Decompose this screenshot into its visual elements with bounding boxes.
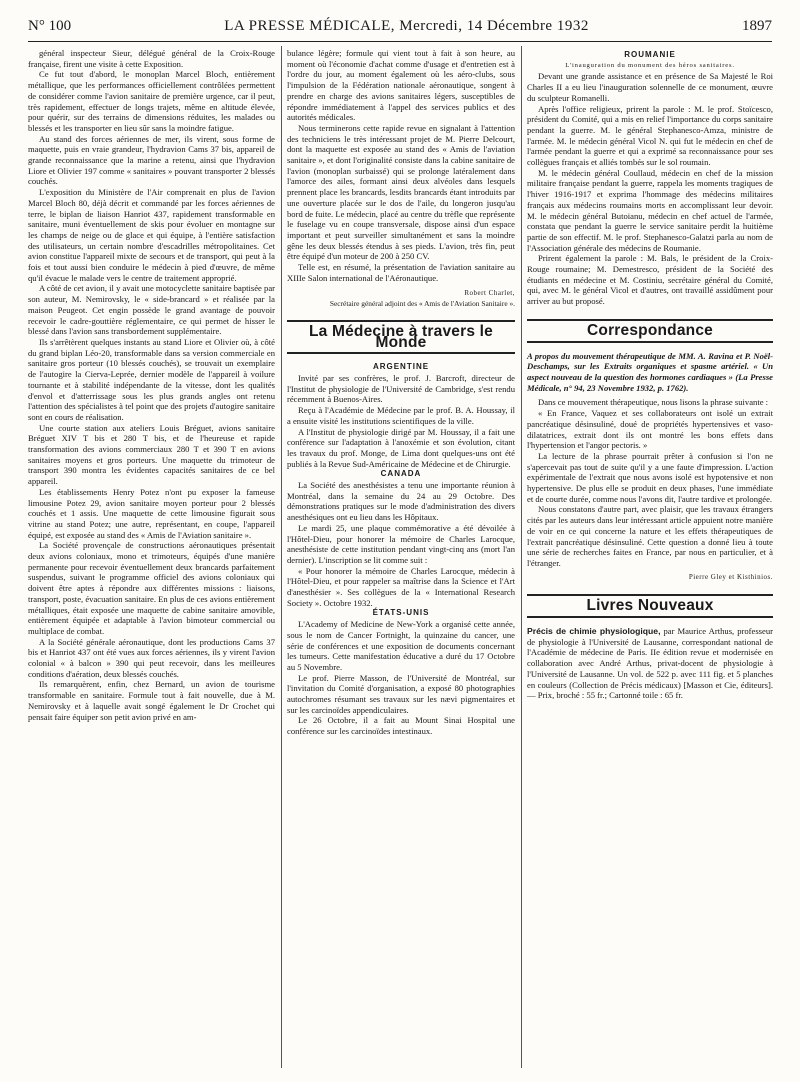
publication-title: LA PRESSE MÉDICALE, Mercredi, 14 Décembre 1932 <box>224 18 589 34</box>
column-2 <box>287 48 515 737</box>
country-heading: ÉTATS-UNIS <box>372 608 430 618</box>
column-1 <box>28 48 275 722</box>
section-heading-correspondance: Correspondance <box>527 319 773 343</box>
page-number: 1897 <box>741 18 772 34</box>
column-divider <box>521 46 522 1068</box>
column-divider <box>281 46 282 1068</box>
page-header <box>28 18 772 40</box>
book-description: par Maurice Arthus, professeur de physiologie à l'Université de Lausanne, correspondant national de l'Académie de médecine de Paris. IIe édition revue et modernisée en collaboration avec André Arthus, privat-docent de physiologie à l'Université de Lausanne. Un vol. de 522 p. avec 111 fig. et 5 planches en couleurs (Collection de Précis médicaux) [Masson et Cie, éditeurs]. — Prix, broché : 55 fr.; Cartonné toile : 65 fr. <box>527 626 773 701</box>
country-heading: CANADA <box>380 469 422 479</box>
paragraph: Au stand des forces aériennes de mer, ils virent, sous forme de maquette, puis en vraie grandeur, l'hydravion Cams 37 bis, appareil de grande reconnaissance que la marine a retenu, ainsi que l'hydravion Liore et Olivier 197 comme « sanitaires » pouvant transporter 2 blessés couchés. <box>28 133 275 187</box>
paragraph: bulance légère; formule qui vient tout à fait à son heure, au moment où l'économie d'achat comme d'usage et d'entretien est à l'ordre du jour, au moment également où les aéro-clubs, sous l'impulsion de la Fédération nationale aéronautique, songent à prendre en charge des avions sanitaires légers, susceptibles de répondre immédiatement à l'appel des services publics et des autorités médicales. <box>287 48 515 123</box>
paragraph: Devant une grande assistance et en présence de Sa Majesté le Roi Charles II a eu lieu l'inauguration solennelle de ce monument, œuvre du sculpteur Romanelli. <box>527 71 773 103</box>
paragraph: La lecture de la phrase pourrait prêter à confusion si l'on ne s'apercevait pas tout de suite qu'il y a une faute d'impression. L'action expérimentale de l'extrait que nous avons isolé est hypotensive et non hypertensive. De plus elle se produit en deux phases, l'une immédiate et de courte durée, comme nous l'avons dit, l'autre tardive et prolongée. <box>527 450 773 504</box>
letter-intro: A propos du mouvement thérapeutique de MM. A. Ravina et P. Noël-Deschamps, sur les Extraits organiques et spasme artériel. « Un aspect nouveau de la question des hormones cardiaques » (La Presse Médicale, n° 94, 23 Novembre 1932, p. 1762). <box>527 350 773 393</box>
country-heading: ARGENTINE <box>372 362 430 372</box>
paragraph: Prirent également la parole : M. Bals, le président de la Croix-Rouge roumaine; M. Demestresco, président de la Société des étudiants en médecine et M. Costiniu, secrétaire général du Comité, qui, avec M. le général Vicol et d'autres, ont travaillé assidûment pour arriver au but proposé. <box>527 253 773 307</box>
country-heading: ROUMANIE <box>624 50 676 59</box>
book-entry <box>527 626 773 701</box>
section-heading-world: La Médecine à travers le Monde <box>287 320 515 354</box>
paragraph: L'Academy of Medicine de New-York a organisé cette année, sous le nom de Cancer Fortnight, la quinzaine du cancer, une série de conférences et une exposition de documents concernant les tumeurs. Cette manifestation éducative a duré du 17 Octobre au 5 Novembre. <box>287 619 515 672</box>
paragraph: Reçu à l'Académie de Médecine par le prof. B. A. Houssay, il a ensuite visité les institutions scientifiques de la ville. <box>287 405 515 426</box>
paragraph: Ils s'arrêtèrent quelques instants au stand Liore et Olivier où, à côté du grand biplan Léo-20, transformable dans sa version commerciale en sanitaire gros porteur (10 blessés couchés), se trouvait un exemplaire de l'autogire la Cierva-Leprée, dernier modèle de l'appareil à voilure tournante et à stabilité indépendante de la vitesse, dont les qualités d'envol et d'atterrissage sous les plus grands angles ont retenu l'attention des spécialistes à tel point que des projets d'autogire sanitaire sont en cours de réalisation. <box>28 336 275 422</box>
paragraph: M. le médecin général Coullaud, médecin en chef de la mission militaire française pendant la guerre, rappela les moments tragiques de l'hiver 1916-1917 et exprima l'hommage des médecins militaires français aux médecins roumains morts en accomplissant leur devoir. M. le médecin général Butoianu, médecin en chef actuel de l'armée, constata que pendant la guerre le service sanitaire perdit la huitième partie de son effectif. M. le prof. Stephanesco-Galatzi parla au nom de l'Association générale des médecins de Roumanie. <box>527 167 773 253</box>
paragraph: Le 26 Octobre, il a fait au Mount Sinai Hospital une conférence sur les carcinoïdes intestinaux. <box>287 715 515 737</box>
paragraph: « En France, Vaquez et ses collaborateurs ont isolé un extrait pancréatique désinsuliné, doué de propriétés hypertensives et vaso-dilatatrices, extrait dont ils ont montré les bons effets dans l'hypertension et l'angor pectoris. » <box>527 408 773 451</box>
paragraph: A la Société générale aéronautique, dont les productions Cams 37 bis et Hanriot 437 ont été vues aux forces aériennes, ils y virent l'avion colonial « à balcon » 390 qui peut recevoir, dans les meilleures conditions d'aération, deux blessés couchés. <box>28 636 275 679</box>
paragraph: général inspecteur Sieur, délégué général de la Croix-Rouge française, firent une visite à cette Exposition. <box>28 48 275 69</box>
column-3 <box>527 48 773 701</box>
author-title: Secrétaire général adjoint des « Amis de l'Aviation Sanitaire ». <box>329 299 515 309</box>
paragraph: La Société provençale de constructions aéronautiques présentait deux avions coloniaux, mono et trimoteurs, équipés d'une manière permanente pour recevoir éventuellement deux brancards parfaitement suspendus, suivant le programme officiel des avions coloniaux qui doivent être aptes à répondre aux différentes missions : liaisons, transport, poste, évacuation sanitaire. En plus de ces avions entièrement métalliques, était exposée une maquette de cabine sanitaire amovible, entièrement équipée et adaptable à l'avion bimoteur commercial ou multiplace de combat. <box>28 540 275 636</box>
section-heading-livres: Livres Nouveaux <box>527 594 773 618</box>
paragraph: A l'Institut de physiologie dirigé par M. Houssay, il a fait une conférence sur l'adaptation à l'anoxémie et son évolution, citant les travaux du prof. Monge, de Lima dont quelques-uns ont été publiés à la Revue Sud-Américaine de Médecine et de Chirurgie. <box>287 426 515 469</box>
paragraph: Invité par ses confrères, le prof. J. Barcroft, directeur de l'Institut de physiologie de l'Université de Cambridge, s'est rendu récemment à Buenos-Aires. <box>287 372 515 405</box>
paragraph: Ils remarquèrent, enfin, chez Bernard, un avion de tourisme transformable en sanitaire. Formule tout à fait nouvelle, due à M. Nemirovsky et à laquelle avait songé également le Dr Crochet qui pensait faire équiper son petit avion privé en am- <box>28 679 275 722</box>
paragraph: Dans ce mouvement thérapeutique, nous lisons la phrase suivante : <box>538 397 769 408</box>
issue-number: N° 100 <box>28 18 72 34</box>
author-signature: Robert Charlet, <box>464 289 515 298</box>
letter-signature: Pierre Gley et Kisthinios. <box>688 572 773 581</box>
paragraph: Le mardi 25, une plaque commémorative a été dévoilée à l'Hôtel-Dieu, pour honorer la mémoire de Charles Larocque, anesthésiste de cette institution pendant vingt-cinq ans (mort l'an dernier). L'inscription se lit comme suit : <box>287 522 515 565</box>
paragraph: « Pour honorer la mémoire de Charles Larocque, médecin à l'Hôtel-Dieu, et pour rappeler sa maîtrise dans la Science et l'Art d'anesthésier ». Ses collègues de la « International Research Society ». Octobre 1932. <box>287 565 515 608</box>
paragraph: Les établissements Henry Potez n'ont pu exposer la fameuse limousine Potez 29, avion sanitaire moyen porteur pour 2 blessés couchés et 1 assis. Une maquette de cette limousine figurait sous vitrine au stand Potez; une autre, représentant, en coupe, l'appareil équipé, est exposée au stand des « Amis de l'Aviation sanitaire ». <box>28 486 275 540</box>
paragraph: Nous constatons d'autre part, avec plaisir, que les travaux étrangers cités par les auteurs dans leur intéressant article appuient notre manière de voir en ce qui concerne la nature et les effets thérapeutiques de l'extrait pancréatique désinsuliné. Cette question a donné lieu à toute une série de recherches faites en France, par nous en particulier, et à l'étranger. <box>527 504 773 568</box>
header-rule <box>28 41 772 42</box>
paragraph: L'exposition du Ministère de l'Air comprenait en plus de l'avion Marcel Bloch 80, déjà décrit et commandé par les forces aériennes de terre, le biplan de liaison Hanriot 437, rapidement transformable en sanitaire, muni éventuellement de skis pour évoluer en montagne sur les champs de neige ou de glace et qui équipe, à l'entière satisfaction des utilisateurs, un certain nombre d'escadrilles métropolitaines. Cet avion constitue l'appareil mixte de secours et de transport, qui peut à la fois et tout aussi bien conduire le médecin à pied d'œuvre, de même qu'il évacue le malade vers le centre de traitement approprié. <box>28 187 275 283</box>
paragraph: Une courte station aux ateliers Louis Bréguet, avions sanitaire Bréguet XIV T bis et 280 T bis, et de l'heureuse et rapide transformation des avions commerciaux 280 T et 390 T en avions sanitaires moyens et gros porteurs. Une maquette du trimoteur de transport 390 montra les évidentes capacités sanitaires de ce bel appareil. <box>28 422 275 487</box>
paragraph: La Société des anesthésistes a tenu une importante réunion à Montréal, dans la semaine du 24 au 29 Octobre. Des démonstrations pratiques sur le mode d'administration des divers anesthésiques ont eu lieu dans les Hôpitaux. <box>287 480 515 523</box>
paragraph: Après l'office religieux, prirent la parole : M. le prof. Stoïcesco, président du Comité, qui a mis en relief l'importance du corps sanitaire pendant la guerre. M. le général Stephanesco-Amza, ministre de l'armée. M. le médecin général Vicol N. qui fut le médecin en chef de l'armée pendant la guerre et qui a exprimé sa reconnaissance pour ses collègues français et alliés tombés sur le sol roumain. <box>527 103 773 168</box>
paragraph: Ce fut tout d'abord, le monoplan Marcel Bloch, entièrement métallique, que les performances officiellement contrôlées permettent de considérer comme l'avion sanitaire de première urgence, car il peut, très rapidement, effectuer de longs trajets, même en altitude élevée, pour quérir, sur des terrains de dimensions réduites, les malades ou blessés et les transporter en lieu sûr sans la moindre fatigue. <box>28 69 275 133</box>
book-title: Précis de chimie physiologique, <box>527 626 661 637</box>
paragraph: Telle est, en résumé, la présentation de l'aviation sanitaire au XIIIe Salon international de l'Aéronautique. <box>287 262 515 283</box>
paragraph: Nous terminerons cette rapide revue en signalant à l'attention des techniciens le très intéressant projet de M. Pierre Delcourt, dont la maquette est exposée au stand des « Amis de l'aviation sanitaire », et dont l'originalité consiste dans la cabine sanitaire de l'avion (monoplan surbaissé) qui se prolonge latéralement dans l'amorce des ailes, formant ainsi deux alvéoles dans lesquels prennent place les brancards, lesdits brancards étant introduits par une ouverture placée sur le dos de l'aile, du longeron jusqu'au bord de fuite. Le médecin, placé au centre du trèfle que représente le fuselage vu en coupe transversale, dispose ainsi d'un espace important et peut surveiller simultanément et sans la moindre gêne les deux blessés étendus à ses pieds. L'avion, très fin, peut être équipé d'un moteur de 200 à 250 CV. <box>287 122 515 262</box>
paragraph: A côté de cet avion, il y avait une motocyclette sanitaire baptisée par son auteur, M. Nemirovsky, le « side-brancard » et réalisée par la maison Peugeot. Cet engin possède le grand avantage de pouvoir recevoir le cadre-gouttière réglementaire, ce qui permet de hisser le blessé dans l'avion sans transbordement supplémentaire. <box>28 283 275 337</box>
article-subheading: L'inauguration du monument des héros sanitaires. <box>565 61 735 69</box>
paragraph: Le prof. Pierre Masson, de l'Université de Montréal, sur l'invitation du Comité d'organisation, a exposé 80 photographies autochromes résumant ses travaux sur les nævi pigmentaires et sur les carcinoïdes appendiculaires. <box>287 672 515 715</box>
